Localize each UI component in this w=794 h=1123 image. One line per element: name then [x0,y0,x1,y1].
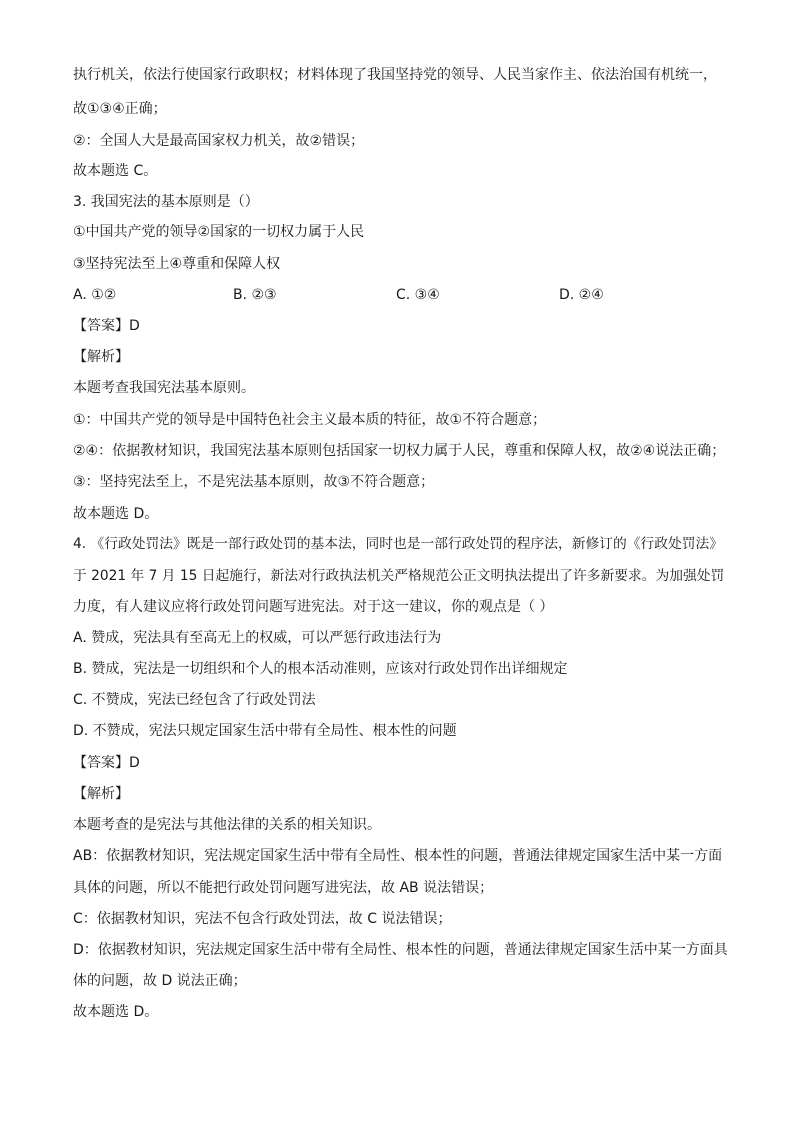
analysis-title: 【解析】 [73,786,129,802]
question-3-stem: 3. 我国宪法的基本原则是（） [73,194,259,210]
text-line: 故①③④正确； [73,101,167,117]
analysis-line: 本题考查我国宪法基本原则。 [73,380,255,396]
analysis-line: 故本题选 D。 [73,1004,159,1020]
text-line: ②：全国人大是最高国家权力机关，故②错误； [73,133,365,149]
option-b: B. ②③ [233,287,277,303]
analysis-line: 本题考查的是宪法与其他法律的关系的相关知识。 [73,817,381,833]
option-d: D. 不赞成，宪法只规定国家生活中带有全局性、根本性的问题 [73,723,457,739]
analysis-line: ②④：依据教材知识，我国宪法基本原则包括国家一切权力属于人民，尊重和保障人权，故②④说法正确； [73,443,726,459]
analysis-line: ①：中国共产党的领导是中国特色社会主义最本质的特征，故①不符合题意； [73,412,547,428]
analysis-line: 故本题选 D。 [73,506,159,522]
option-d: D. ②④ [559,287,604,303]
question-3-items: ③坚持宪法至上④尊重和保障人权 [73,256,281,272]
option-a: A. 赞成，宪法具有至高无上的权威，可以严惩行政违法行为 [73,630,442,646]
analysis-line: 体的问题，故 D 说法正确； [73,973,247,989]
question-4-stem: 力度，有人建议应将行政处罚问题写进宪法。对于这一建议，你的观点是（ ） [73,599,554,615]
text-line: 故本题选 C。 [73,163,158,179]
option-c: C. 不赞成，宪法已经包含了行政处罚法 [73,692,316,708]
question-4-stem: 于 2021 年 7 月 15 日起施行，新法对行政执法机关严格规范公正文明执法提出了许多新要求。为加强处罚 [73,568,725,584]
option-a: A. ①② [73,287,117,303]
text-line: 执行机关，依法行使国家行政职权；材料体现了我国坚持党的领导、人民当家作主、依法治国有机统一， [73,67,717,83]
question-3-items: ①中国共产党的领导②国家的一切权力属于人民 [73,224,365,240]
analysis-line: 具体的问题，所以不能把行政处罚问题写进宪法，故 AB 说法错误； [73,880,494,896]
analysis-title: 【解析】 [73,349,129,365]
option-b: B. 赞成，宪法是一切组织和个人的根本活动准则，应该对行政处罚作出详细规定 [73,661,568,677]
question-3-options [73,285,753,305]
question-4-stem: 4. 《行政处罚法》既是一部行政处罚的基本法，同时也是一部行政处罚的程序法，新修订的《行政处罚法》 [73,536,723,552]
answer-label: 【答案】D [73,318,140,334]
analysis-line: C：依据教材知识，宪法不包含行政处罚法，故 C 说法错误； [73,911,452,927]
option-c: C. ③④ [396,287,440,303]
answer-label: 【答案】D [73,755,140,771]
analysis-line: D：依据教材知识，宪法规定国家生活中带有全局性、根本性的问题，普通法律规定国家生活中某一方面具 [73,942,728,958]
analysis-line: AB：依据教材知识，宪法规定国家生活中带有全局性、根本性的问题，普通法律规定国家生活中某一方面 [73,848,723,864]
analysis-line: ③：坚持宪法至上，不是宪法基本原则，故③不符合题意； [73,474,435,490]
